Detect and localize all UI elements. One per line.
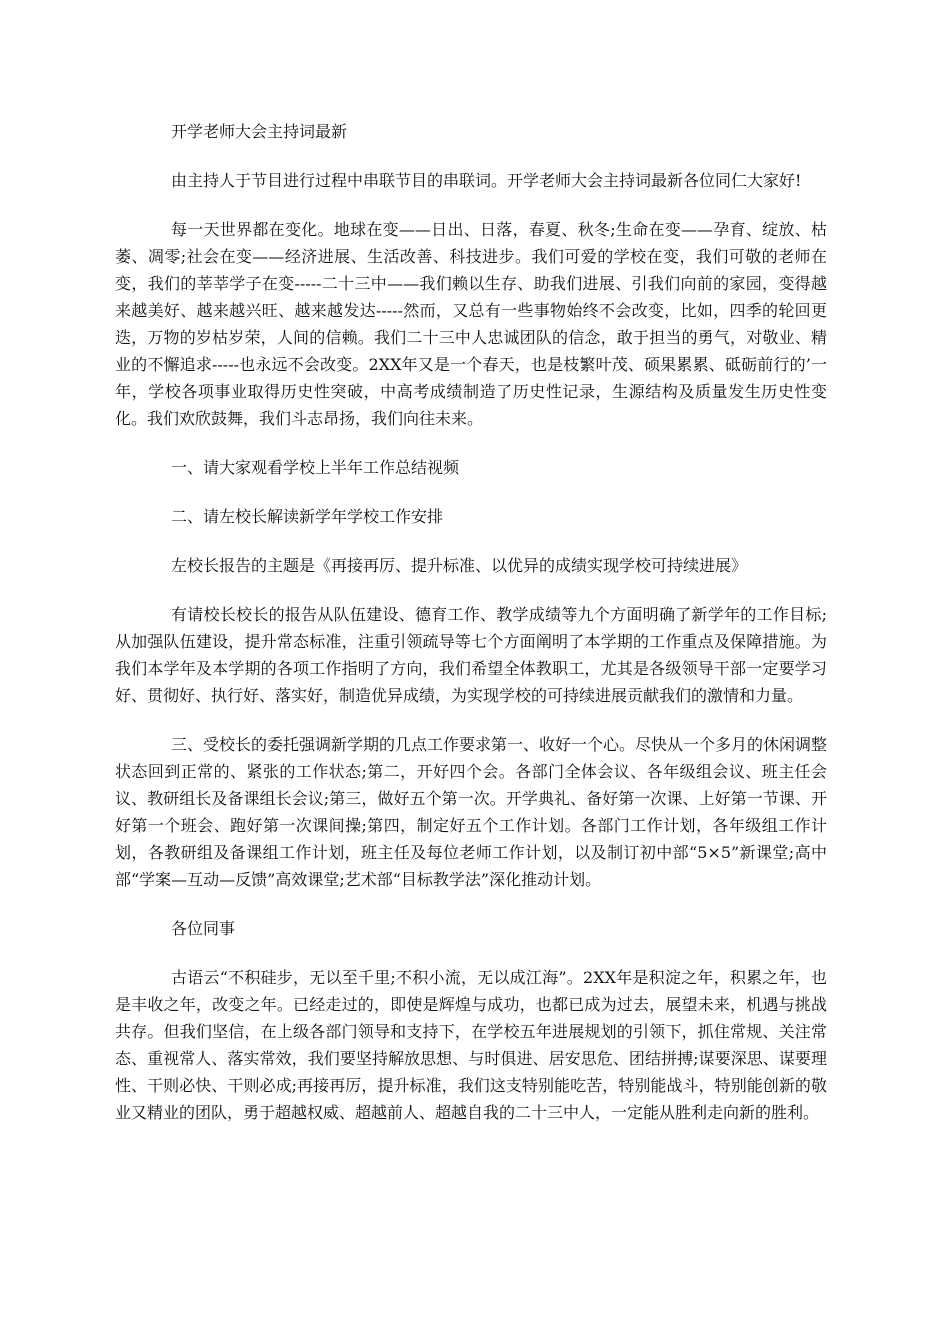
paragraph-colleagues: 各位同事 (171, 919, 236, 938)
paragraph-world-change: 每一天世界都在变化。地球在变——日出、日落，春夏、秋冬;生命在变——孕育、绽放、枯萎、凋零;社会在变——经济进展、生活改善、科技进步。我们可爱的学校在变，我们可敬的老师在变，我们的莘莘学子在变-----二十三中——我们赖以生存、助我们进展、引我们向前的家园，变得越来越美好、越来越兴旺、越来越发达-----然而，又总有一些事物始终不会改变，比如，四季的轮回更迭，万物的岁枯岁荣，人间的信赖。我们二十三中人忠诚团队的信念，敢于担当的勇气，对敬业、精业的不懈追求-----也永远不会改变。2XX年又是一个春天，也是枝繁叶茂、硕果累累、砥砺前行的’一年，学校各项事业取得历史性突破，中高考成绩制造了历史性记录，生源结构及质量发生历史性变化。我们欢欣鼓舞，我们斗志昂扬，我们向往未来。 (115, 220, 827, 428)
document-title: 开学老师大会主持词最新 (171, 122, 348, 141)
paragraph-report-summary: 有请校长校长的报告从队伍建设、德育工作、教学成绩等九个方面明确了新学年的工作目标;从加强队伍建设，提升常态标准，注重引领疏导等七个方面阐明了本学期的工作重点及保障措施。为我们本学年及本学期的各项工作指明了方向，我们希望全体教职工，尤其是各级领导干部一定要学习好、贯彻好、执行好、落实好，制造优异成绩，为实现学校的可持续进展贡献我们的激情和力量。 (115, 605, 827, 705)
paragraph-item-three: 三、受校长的委托强调新学期的几点工作要求第一、收好一个心。尽快从一个多月的休闲调整状态回到正常的、紧张的工作状态;第二，开好四个会。各部门全体会议、各年级组会议、班主任会议、教研组长及备课组长会议;第三，做好五个第一次。开学典礼、备好第一次课、上好第一节课、开好第一个班会、跑好第一次课间操;第四，制定好五个工作计划。各部门工作计划，各年级组工作计划，各教研组及备课组工作计划，班主任及每位老师工作计划，以及制订初中部“5×5”新课堂;高中部“学案—互动—反馈”高效课堂;艺术部“目标教学法”深化推动计划。 (115, 735, 828, 889)
paragraph-report-theme: 左校长报告的主题是《再接再厉、提升标准、以优异的成绩实现学校可持续进展》 (171, 556, 748, 575)
paragraph-intro: 由主持人于节目进行过程中串联节目的串联词。开学老师大会主持词最新各位同仁大家好! (171, 171, 802, 190)
document-body (115, 118, 827, 1148)
paragraph-closing: 古语云“不积硅步，无以至千里;不积小流，无以成江海”。2XX年是积淀之年，积累之年，也是丰收之年，改变之年。已经走过的，即使是辉煌与成功，也都已成为过去，展望未来，机遇与挑战共存。但我们坚信，在上级各部门领导和支持下，在学校五年进展规划的引领下，抓住常规、关注常态、重视常人、落实常效，我们要坚持解放思想、与时俱进、居安思危、团结拼搏;谋要深思、谋要理性、干则必快、干则必成;再接再厉，提升标准，我们这支特别能吃苦，特别能战斗，特别能创新的敬业又精业的团队，勇于超越权威、超越前人、超越自我的二十三中人，一定能从胜利走向新的胜利。 (115, 968, 827, 1122)
paragraph-item-one: 一、请大家观看学校上半年工作总结视频 (171, 458, 460, 477)
paragraph-item-two: 二、请左校长解读新学年学校工作安排 (171, 507, 444, 526)
